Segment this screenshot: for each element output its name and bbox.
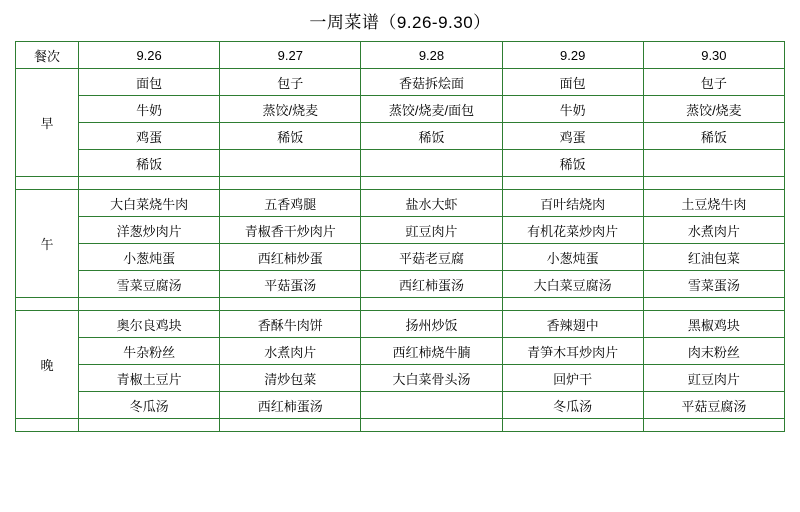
spacer-cell xyxy=(79,419,220,432)
spacer-cell xyxy=(502,177,643,190)
cell-breakfast-0-2: 香菇拆烩面 xyxy=(361,69,502,96)
cell-dinner-1-1: 水煮肉片 xyxy=(220,338,361,365)
cell-breakfast-1-1: 蒸饺/烧麦 xyxy=(220,96,361,123)
cell-breakfast-2-4: 稀饭 xyxy=(643,123,784,150)
spacer-cell xyxy=(361,298,502,311)
header-meal-column: 餐次 xyxy=(16,42,79,69)
meal-label-lunch: 午 xyxy=(16,190,79,298)
cell-lunch-2-3: 小葱炖蛋 xyxy=(502,244,643,271)
header-date-3: 9.29 xyxy=(502,42,643,69)
section-spacer-row xyxy=(16,298,785,311)
cell-dinner-1-2: 西红柿烧牛腩 xyxy=(361,338,502,365)
meal-label-breakfast: 早 xyxy=(16,69,79,177)
cell-lunch-2-0: 小葱炖蛋 xyxy=(79,244,220,271)
cell-dinner-1-3: 青笋木耳炒肉片 xyxy=(502,338,643,365)
cell-dinner-2-1: 清炒包菜 xyxy=(220,365,361,392)
spacer-cell xyxy=(220,298,361,311)
table-row xyxy=(16,392,785,419)
cell-dinner-0-1: 香酥牛肉饼 xyxy=(220,311,361,338)
header-date-1: 9.27 xyxy=(220,42,361,69)
cell-dinner-1-4: 肉末粉丝 xyxy=(643,338,784,365)
cell-lunch-0-2: 盐水大虾 xyxy=(361,190,502,217)
spacer-cell xyxy=(220,419,361,432)
cell-lunch-0-3: 百叶结烧肉 xyxy=(502,190,643,217)
spacer-cell xyxy=(643,177,784,190)
cell-breakfast-3-4 xyxy=(643,150,784,177)
header-date-0: 9.26 xyxy=(79,42,220,69)
cell-breakfast-1-3: 牛奶 xyxy=(502,96,643,123)
weekly-menu-table xyxy=(15,41,785,432)
cell-lunch-3-0: 雪菜豆腐汤 xyxy=(79,271,220,298)
table-row xyxy=(16,338,785,365)
cell-dinner-2-2: 大白菜骨头汤 xyxy=(361,365,502,392)
cell-dinner-3-2 xyxy=(361,392,502,419)
table-bottom-spacer-row xyxy=(16,419,785,432)
cell-dinner-2-3: 回炉干 xyxy=(502,365,643,392)
cell-breakfast-1-4: 蒸饺/烧麦 xyxy=(643,96,784,123)
spacer-cell xyxy=(16,419,79,432)
spacer-cell xyxy=(79,177,220,190)
cell-dinner-0-3: 香辣翅中 xyxy=(502,311,643,338)
spacer-cell xyxy=(79,298,220,311)
header-date-4: 9.30 xyxy=(643,42,784,69)
spacer-cell xyxy=(643,419,784,432)
cell-dinner-2-0: 青椒土豆片 xyxy=(79,365,220,392)
cell-breakfast-1-0: 牛奶 xyxy=(79,96,220,123)
cell-breakfast-0-3: 面包 xyxy=(502,69,643,96)
cell-dinner-3-1: 西红柿蛋汤 xyxy=(220,392,361,419)
table-row xyxy=(16,311,785,338)
table-row xyxy=(16,365,785,392)
meal-label-dinner: 晚 xyxy=(16,311,79,419)
cell-lunch-3-1: 平菇蛋汤 xyxy=(220,271,361,298)
page-title: 一周菜谱（9.26-9.30） xyxy=(309,13,491,32)
cell-lunch-2-2: 平菇老豆腐 xyxy=(361,244,502,271)
cell-breakfast-3-1 xyxy=(220,150,361,177)
cell-lunch-0-0: 大白菜烧牛肉 xyxy=(79,190,220,217)
cell-dinner-3-4: 平菇豆腐汤 xyxy=(643,392,784,419)
table-row xyxy=(16,271,785,298)
cell-breakfast-2-1: 稀饭 xyxy=(220,123,361,150)
cell-lunch-0-1: 五香鸡腿 xyxy=(220,190,361,217)
cell-dinner-1-0: 牛杂粉丝 xyxy=(79,338,220,365)
cell-lunch-1-1: 青椒香干炒肉片 xyxy=(220,217,361,244)
header-date-2: 9.28 xyxy=(361,42,502,69)
table-row xyxy=(16,190,785,217)
cell-lunch-2-1: 西红柿炒蛋 xyxy=(220,244,361,271)
table-row xyxy=(16,217,785,244)
cell-breakfast-3-3: 稀饭 xyxy=(502,150,643,177)
table-row xyxy=(16,69,785,96)
cell-lunch-1-2: 豇豆肉片 xyxy=(361,217,502,244)
cell-breakfast-2-2: 稀饭 xyxy=(361,123,502,150)
spacer-cell xyxy=(16,298,79,311)
cell-dinner-0-0: 奥尔良鸡块 xyxy=(79,311,220,338)
cell-breakfast-0-4: 包子 xyxy=(643,69,784,96)
cell-lunch-2-4: 红油包菜 xyxy=(643,244,784,271)
cell-lunch-1-3: 有机花菜炒肉片 xyxy=(502,217,643,244)
cell-dinner-0-4: 黑椒鸡块 xyxy=(643,311,784,338)
table-header-row xyxy=(16,42,785,69)
cell-breakfast-0-0: 面包 xyxy=(79,69,220,96)
cell-breakfast-0-1: 包子 xyxy=(220,69,361,96)
cell-breakfast-3-0: 稀饭 xyxy=(79,150,220,177)
cell-lunch-3-4: 雪菜蛋汤 xyxy=(643,271,784,298)
section-spacer-row xyxy=(16,177,785,190)
spacer-cell xyxy=(16,177,79,190)
spacer-cell xyxy=(361,419,502,432)
cell-dinner-3-3: 冬瓜汤 xyxy=(502,392,643,419)
spacer-cell xyxy=(502,419,643,432)
spacer-cell xyxy=(643,298,784,311)
cell-dinner-3-0: 冬瓜汤 xyxy=(79,392,220,419)
spacer-cell xyxy=(361,177,502,190)
cell-lunch-0-4: 土豆烧牛肉 xyxy=(643,190,784,217)
spacer-cell xyxy=(502,298,643,311)
table-row xyxy=(16,244,785,271)
spacer-cell xyxy=(220,177,361,190)
cell-lunch-3-2: 西红柿蛋汤 xyxy=(361,271,502,298)
cell-breakfast-2-3: 鸡蛋 xyxy=(502,123,643,150)
cell-lunch-3-3: 大白菜豆腐汤 xyxy=(502,271,643,298)
table-row xyxy=(16,123,785,150)
cell-lunch-1-4: 水煮肉片 xyxy=(643,217,784,244)
table-row xyxy=(16,150,785,177)
cell-breakfast-1-2: 蒸饺/烧麦/面包 xyxy=(361,96,502,123)
menu-table-body xyxy=(16,42,785,432)
cell-lunch-1-0: 洋葱炒肉片 xyxy=(79,217,220,244)
cell-dinner-2-4: 豇豆肉片 xyxy=(643,365,784,392)
table-row xyxy=(16,96,785,123)
cell-dinner-0-2: 扬州炒饭 xyxy=(361,311,502,338)
cell-breakfast-3-2 xyxy=(361,150,502,177)
cell-breakfast-2-0: 鸡蛋 xyxy=(79,123,220,150)
